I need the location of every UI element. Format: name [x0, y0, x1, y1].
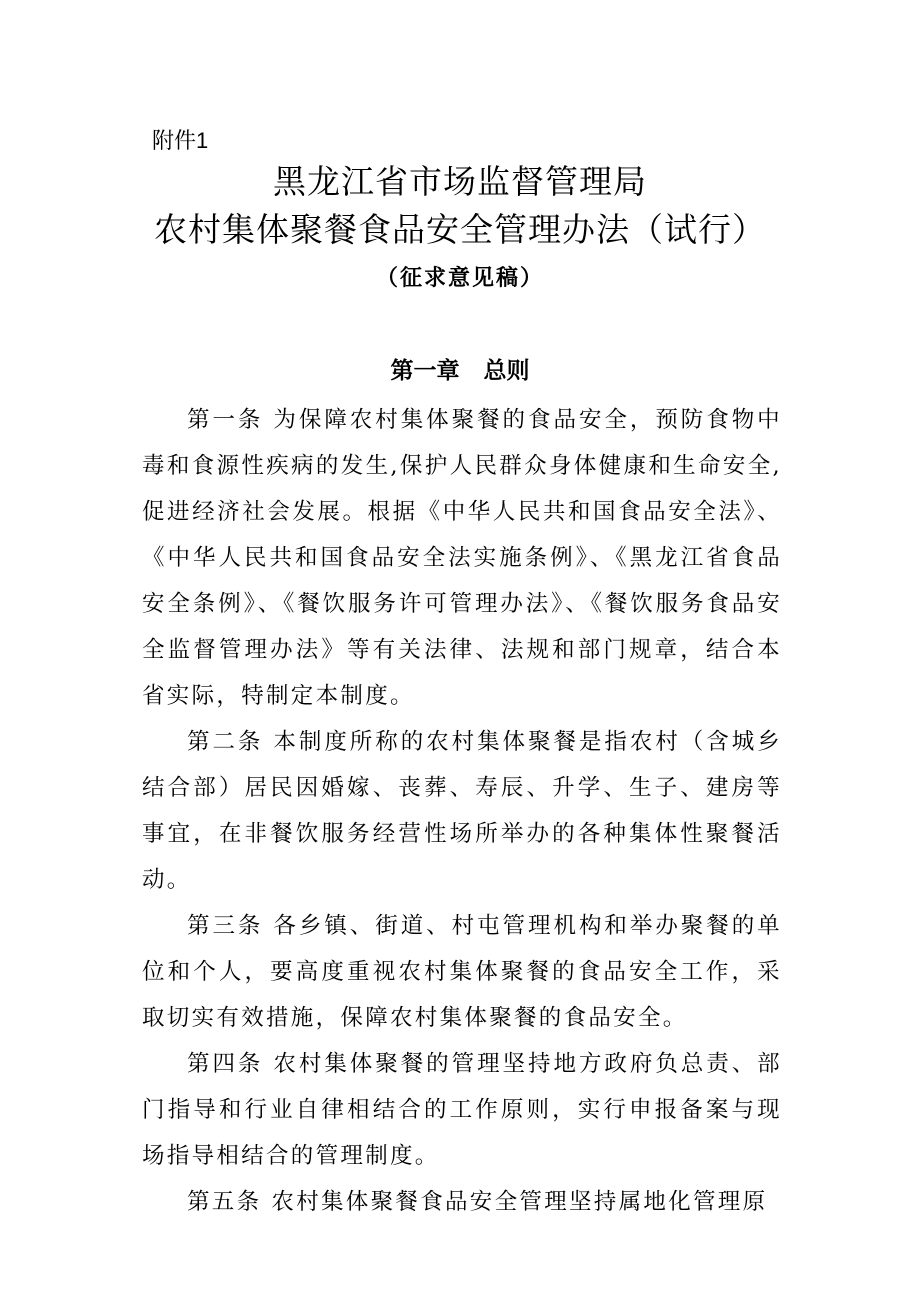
article-paragraph — [142, 1179, 782, 1225]
attachment-label: 附件1 — [152, 128, 209, 153]
article-label: 第一条 — [187, 407, 264, 433]
document-body — [142, 397, 782, 1225]
document-subtitle: （征求意见稿） — [375, 266, 544, 291]
document-title-line-2: 农村集体聚餐食品安全管理办法（试行） — [154, 210, 766, 249]
article-label: 第三条 — [187, 913, 264, 939]
article-label: 第五条 — [187, 1189, 262, 1215]
article-text: 本制度所称的农村集体聚餐是指农村（含城乡结合部）居民因婚嫁、丧葬、寿辰、升学、生子、建房等事宜，在非餐饮服务经营性场所举办的各种集体性聚餐活动。 — [142, 729, 782, 893]
chapter-heading — [0, 354, 920, 388]
article-label: 第四条 — [187, 1051, 264, 1077]
article-paragraph — [142, 1041, 782, 1179]
article-paragraph — [142, 397, 782, 719]
article-text: 农村集体聚餐食品安全管理坚持属地化管理原 — [271, 1189, 768, 1215]
article-text: 农村集体聚餐的管理坚持地方政府负总责、部门指导和行业自律相结合的工作原则，实行申报备案与现场指导相结合的管理制度。 — [142, 1051, 782, 1169]
article-paragraph — [142, 719, 782, 903]
document-title-line-1: 黑龙江省市场监督管理局 — [273, 162, 647, 201]
article-paragraph — [142, 903, 782, 1041]
chapter-name: 总则 — [483, 358, 530, 384]
article-text: 各乡镇、街道、村屯管理机构和举办聚餐的单位和个人，要高度重视农村集体聚餐的食品安全工作，采取切实有效措施，保障农村集体聚餐的食品安全。 — [142, 913, 782, 1031]
article-text: 为保障农村集体聚餐的食品安全，预防食物中毒和食源性疾病的发生,保护人民群众身体健康和生命安全,促进经济社会发展。根据《中华人民共和国食品安全法》、《中华人民共和国食品安全法实施条例》、《黑龙江省食品安全条例》、《餐饮服务许可管理办法》、《餐饮服务食品安全监督管理办法》等有关法律、法规和部门规章，结合本省实际，特制定本制度。 — [142, 407, 782, 709]
chapter-number: 第一章 — [390, 358, 460, 384]
article-label: 第二条 — [187, 729, 264, 755]
